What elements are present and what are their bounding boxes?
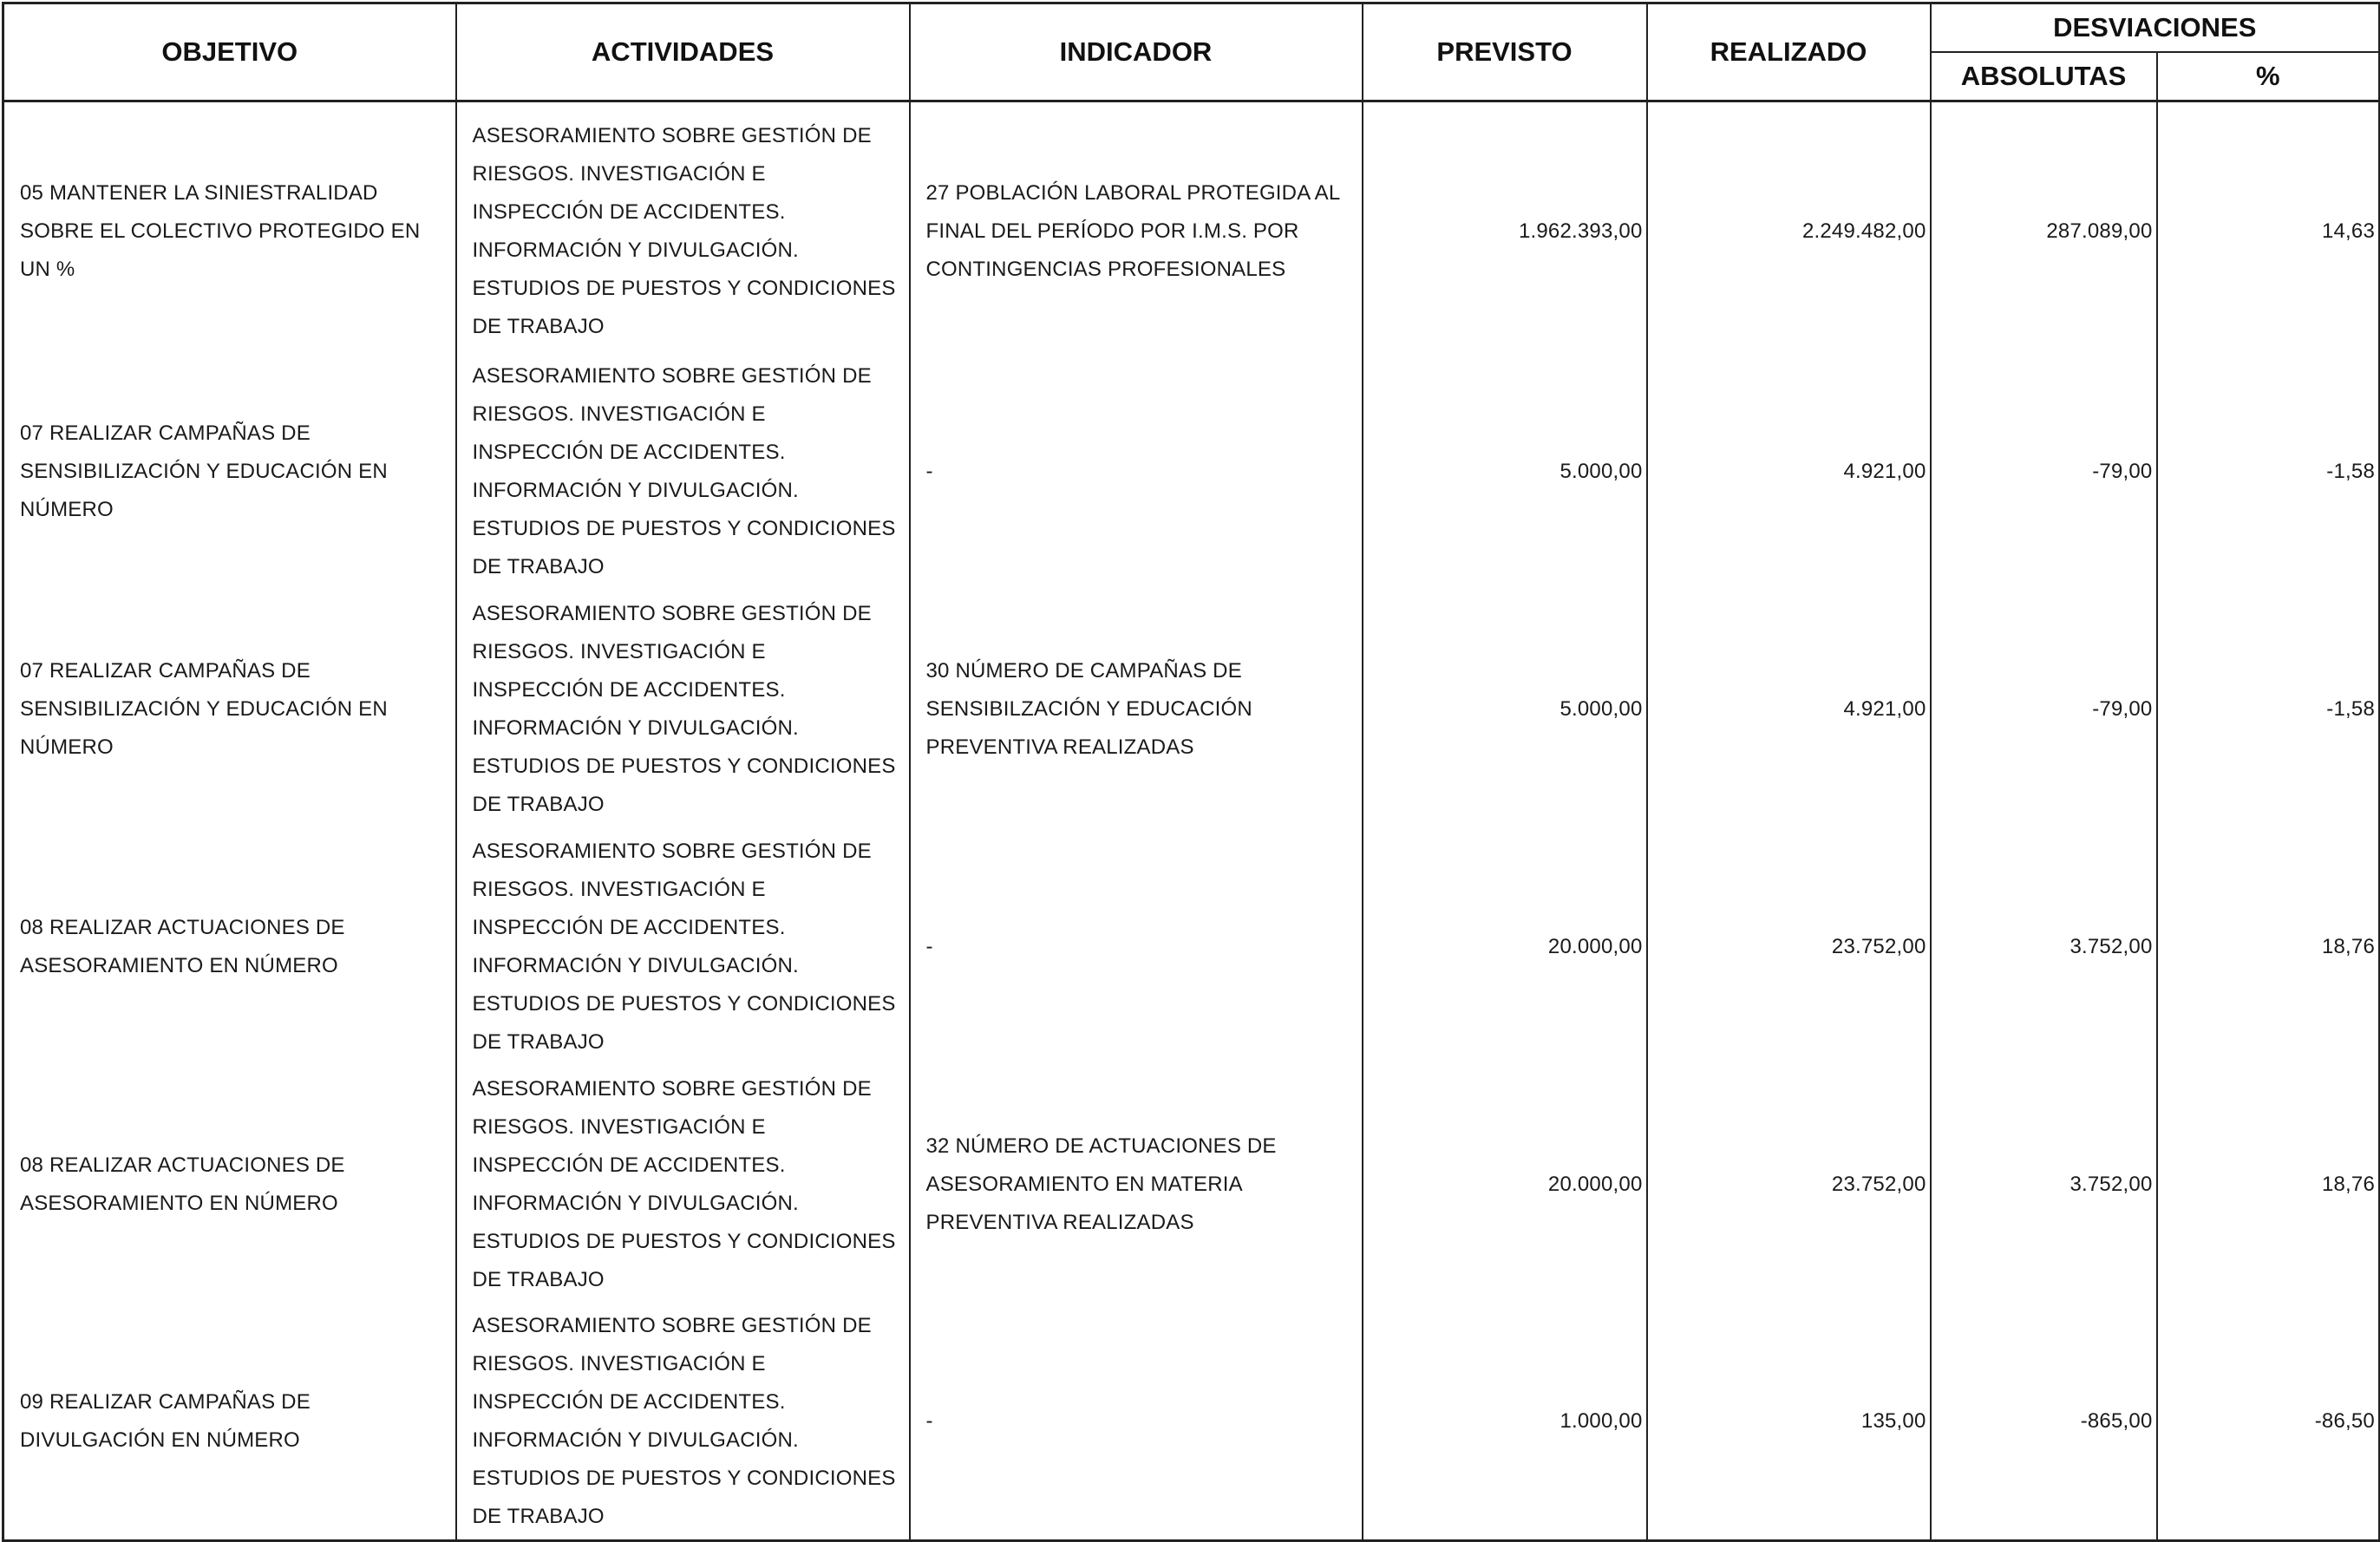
cell-objetivo: 07 REALIZAR CAMPAÑAS DE SENSIBILIZACIÓN Y EDUCACIÓN EN NÚMERO <box>3 353 456 591</box>
cell-porcentaje: 18,76 <box>2157 828 2380 1066</box>
cell-objetivo: 05 MANTENER LA SINIESTRALIDAD SOBRE EL COLECTIVO PROTEGIDO EN UN % <box>3 101 456 353</box>
table-row <box>3 828 2380 1066</box>
cell-porcentaje: -1,58 <box>2157 353 2380 591</box>
cell-realizado: 4.921,00 <box>1647 591 1931 828</box>
cell-realizado: 4.921,00 <box>1647 353 1931 591</box>
cell-realizado: 2.249.482,00 <box>1647 101 1931 353</box>
cell-previsto: 5.000,00 <box>1363 353 1647 591</box>
cell-porcentaje: 18,76 <box>2157 1066 2380 1304</box>
header-indicador: INDICADOR <box>910 3 1363 101</box>
header-realizado: REALIZADO <box>1647 3 1931 101</box>
cell-previsto: 1.962.393,00 <box>1363 101 1647 353</box>
cell-porcentaje: 14,63 <box>2157 101 2380 353</box>
cell-objetivo: 08 REALIZAR ACTUACIONES DE ASESORAMIENTO EN NÚMERO <box>3 828 456 1066</box>
header-objetivo: OBJETIVO <box>3 3 456 101</box>
cell-indicador: - <box>910 828 1363 1066</box>
cell-realizado: 23.752,00 <box>1647 1066 1931 1304</box>
cell-absolutas: 287.089,00 <box>1931 101 2157 353</box>
table-row <box>3 591 2380 828</box>
table-body <box>3 101 2380 1541</box>
cell-indicador: - <box>910 1304 1363 1541</box>
cell-indicador: 27 POBLACIÓN LABORAL PROTEGIDA AL FINAL DEL PERÍODO POR I.M.S. POR CONTINGENCIAS PROFESIONALES <box>910 101 1363 353</box>
table-row <box>3 353 2380 591</box>
cell-absolutas: 3.752,00 <box>1931 828 2157 1066</box>
header-porcentaje: % <box>2157 52 2380 101</box>
header-desviaciones: DESVIACIONES <box>1931 3 2380 52</box>
table-row <box>3 1066 2380 1304</box>
cell-absolutas: -79,00 <box>1931 353 2157 591</box>
cell-previsto: 5.000,00 <box>1363 591 1647 828</box>
cell-realizado: 135,00 <box>1647 1304 1931 1541</box>
objectives-table <box>2 2 2380 1542</box>
header-actividades: ACTIVIDADES <box>456 3 910 101</box>
table-row <box>3 101 2380 353</box>
cell-previsto: 20.000,00 <box>1363 1066 1647 1304</box>
cell-absolutas: 3.752,00 <box>1931 1066 2157 1304</box>
cell-actividades: ASESORAMIENTO SOBRE GESTIÓN DE RIESGOS. INVESTIGACIÓN E INSPECCIÓN DE ACCIDENTES. INFORMACIÓN Y DIVULGACIÓN. ESTUDIOS DE PUESTOS Y CONDICIONES DE TRABAJO <box>456 353 910 591</box>
cell-absolutas: -79,00 <box>1931 591 2157 828</box>
cell-actividades: ASESORAMIENTO SOBRE GESTIÓN DE RIESGOS. INVESTIGACIÓN E INSPECCIÓN DE ACCIDENTES. INFORMACIÓN Y DIVULGACIÓN. ESTUDIOS DE PUESTOS Y CONDICIONES DE TRABAJO <box>456 828 910 1066</box>
cell-absolutas: -865,00 <box>1931 1304 2157 1541</box>
cell-previsto: 20.000,00 <box>1363 828 1647 1066</box>
cell-porcentaje: -1,58 <box>2157 591 2380 828</box>
cell-indicador: 32 NÚMERO DE ACTUACIONES DE ASESORAMIENTO EN MATERIA PREVENTIVA REALIZADAS <box>910 1066 1363 1304</box>
cell-objetivo: 09 REALIZAR CAMPAÑAS DE DIVULGACIÓN EN NÚMERO <box>3 1304 456 1541</box>
table-row <box>3 1304 2380 1541</box>
cell-previsto: 1.000,00 <box>1363 1304 1647 1541</box>
header-previsto: PREVISTO <box>1363 3 1647 101</box>
cell-actividades: ASESORAMIENTO SOBRE GESTIÓN DE RIESGOS. INVESTIGACIÓN E INSPECCIÓN DE ACCIDENTES. INFORMACIÓN Y DIVULGACIÓN. ESTUDIOS DE PUESTOS Y CONDICIONES DE TRABAJO <box>456 591 910 828</box>
cell-objetivo: 07 REALIZAR CAMPAÑAS DE SENSIBILIZACIÓN Y EDUCACIÓN EN NÚMERO <box>3 591 456 828</box>
header-absolutas: ABSOLUTAS <box>1931 52 2157 101</box>
cell-porcentaje: -86,50 <box>2157 1304 2380 1541</box>
table-header <box>3 3 2380 101</box>
cell-objetivo: 08 REALIZAR ACTUACIONES DE ASESORAMIENTO EN NÚMERO <box>3 1066 456 1304</box>
cell-realizado: 23.752,00 <box>1647 828 1931 1066</box>
cell-indicador: - <box>910 353 1363 591</box>
cell-actividades: ASESORAMIENTO SOBRE GESTIÓN DE RIESGOS. INVESTIGACIÓN E INSPECCIÓN DE ACCIDENTES. INFORMACIÓN Y DIVULGACIÓN. ESTUDIOS DE PUESTOS Y CONDICIONES DE TRABAJO <box>456 1066 910 1304</box>
cell-actividades: ASESORAMIENTO SOBRE GESTIÓN DE RIESGOS. INVESTIGACIÓN E INSPECCIÓN DE ACCIDENTES. INFORMACIÓN Y DIVULGACIÓN. ESTUDIOS DE PUESTOS Y CONDICIONES DE TRABAJO <box>456 101 910 353</box>
cell-actividades: ASESORAMIENTO SOBRE GESTIÓN DE RIESGOS. INVESTIGACIÓN E INSPECCIÓN DE ACCIDENTES. INFORMACIÓN Y DIVULGACIÓN. ESTUDIOS DE PUESTOS Y CONDICIONES DE TRABAJO <box>456 1304 910 1541</box>
cell-indicador: 30 NÚMERO DE CAMPAÑAS DE SENSIBILZACIÓN Y EDUCACIÓN PREVENTIVA REALIZADAS <box>910 591 1363 828</box>
